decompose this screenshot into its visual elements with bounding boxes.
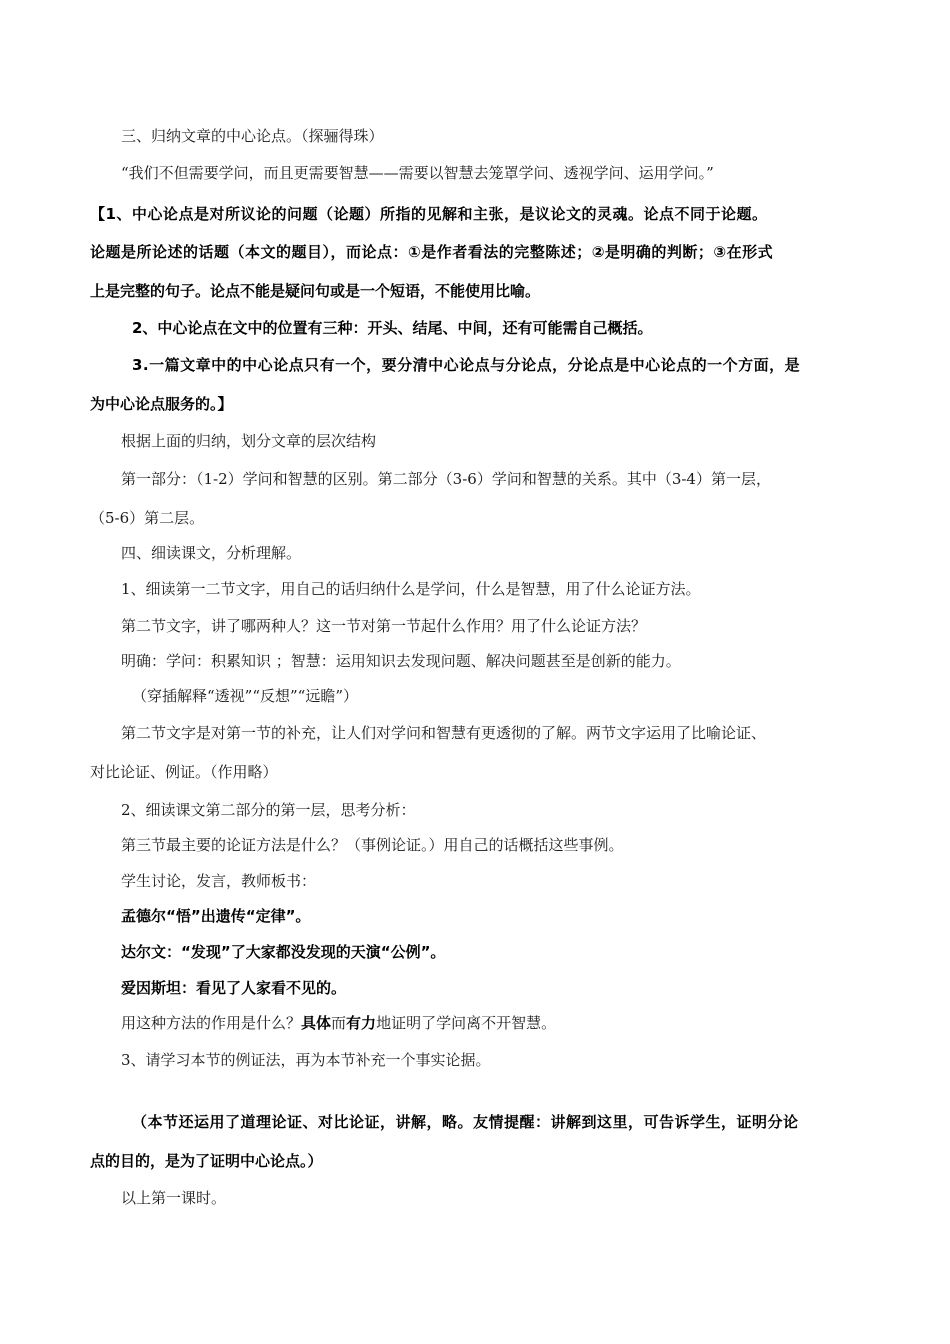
note-line-1: 【1、中心论点是对所议论的问题（论题）所指的见解和主张，是议论文的灵魂。论点不同于论题。 <box>90 205 768 223</box>
note-line-2: 论题是所论述的话题（本文的题目），而论点：①是作者看法的完整陈述；②是明确的判断；③在形式 <box>90 243 774 261</box>
note-line-6: 为中心论点服务的。】 <box>90 395 233 413</box>
summary-note-2: 点的目的，是为了证明中心论点。） <box>90 1152 323 1170</box>
text-line: 根据上面的归纳，划分文章的层次结构 <box>121 432 377 450</box>
text-line-mixed <box>121 1013 556 1033</box>
text-line: 第三节最主要的论证方法是什么？（事例论证。）用自己的话概括这些事例。 <box>121 836 624 854</box>
text-segment: 地证明了学问离不开智慧。 <box>376 1014 557 1032</box>
note-line-3: 上是完整的句子。论点不能是疑问句或是一个短语，不能使用比喻。 <box>90 282 541 300</box>
text-segment: 用这种方法的作用是什么？ <box>121 1014 302 1032</box>
text-line: 1、细读第一二节文字，用自己的话归纳什么是学问，什么是智慧，用了什么论证方法。 <box>121 580 701 598</box>
text-line: （5-6）第二层。 <box>90 509 205 527</box>
text-line: 第二节文字是对第一节的补充，让人们对学问和智慧有更透彻的了解。两节文字运用了比喻论证、 <box>121 724 767 742</box>
board-note-2: 达尔文：“发现”了大家都没发现的天演“公例”。 <box>121 943 446 961</box>
text-line: 3、请学习本节的例证法，再为本节补充一个事实论据。 <box>121 1051 491 1069</box>
section-heading-3: 三、归纳文章的中心论点。（探骊得珠） <box>121 127 384 145</box>
bold-segment: 有力 <box>346 1014 377 1032</box>
summary-note-1: （本节还运用了道理论证、对比论证，讲解，略。友情提醒：讲解到这里，可告诉学生，证明分论 <box>132 1113 799 1131</box>
text-line: 学生讨论，发言，教师板书： <box>121 872 317 890</box>
board-note-1: 孟德尔“悟”出遗传“定律”。 <box>121 907 311 925</box>
bold-segment: 具体 <box>301 1014 332 1032</box>
text-line: 第二节文字，讲了哪两种人？这一节对第一节起什么作用？用了什么论证方法？ <box>121 617 647 635</box>
text-segment: 而 <box>331 1014 347 1032</box>
text-line: 第一部分：（1-2）学问和智慧的区别。第二部分（3-6）学问和智慧的关系。其中（3-4）第一层， <box>121 470 771 488</box>
quote-line: “我们不但需要学问，而且更需要智慧——需要以智慧去笼罩学问、透视学问、运用学问。” <box>121 164 714 182</box>
board-note-3: 爱因斯坦：看见了人家看不见的。 <box>121 979 347 997</box>
text-line: （穿插解释“透视”“反想”“远瞻”） <box>132 687 359 705</box>
note-line-5: 3.一篇文章中的中心论点只有一个，要分清中心论点与分论点，分论点是中心论点的一个方面，是 <box>132 356 801 374</box>
text-line: 以上第一课时。 <box>121 1189 227 1207</box>
text-line: 明确：学问：积累知识 ；智慧：运用知识去发现问题、解决问题甚至是创新的能力。 <box>121 652 681 670</box>
section-heading-4: 四、细读课文，分析理解。 <box>121 544 302 562</box>
note-line-4: 2、中心论点在文中的位置有三种：开头、结尾、中间，还有可能需自己概括。 <box>132 319 653 337</box>
text-line: 对比论证、例证。（作用略） <box>90 763 278 781</box>
text-line: 2、细读课文第二部分的第一层，思考分析： <box>121 801 416 819</box>
